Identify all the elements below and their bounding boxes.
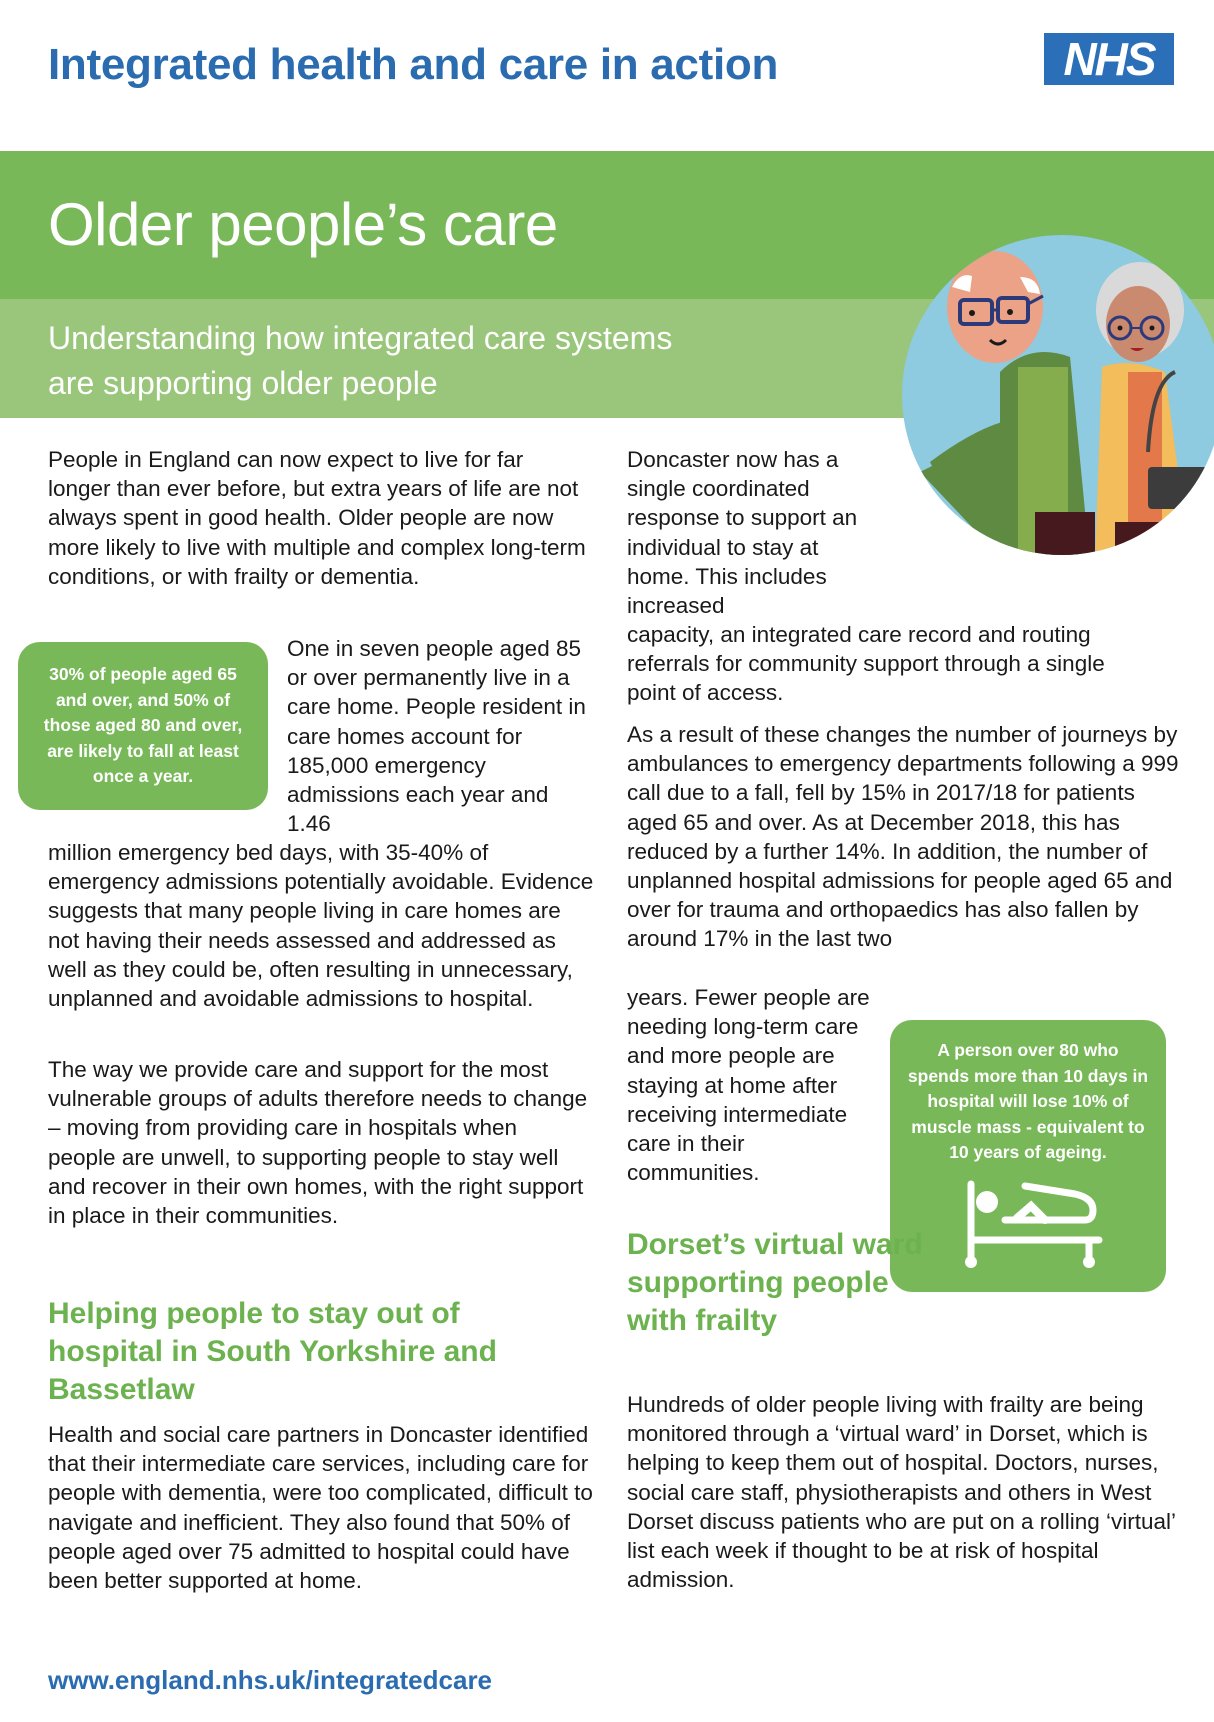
south-yorkshire-paragraph: Health and social care partners in Doncaster identified that their intermediate care services, including care for people with dementia, were too complicated, difficult to navigate and inefficient. They also found that 50% of people aged over 75 admitted to hospital could have been better supported at home.	[48, 1422, 593, 1594]
results-paragraph-wide: As a result of these changes the number of journeys by ambulances to emergency departments following a 999 call due to a fall, fell by 15% in 2017/18 for patients aged 65 and over. As at December 2018, this has reduced by a further 14%. In addition, the number of unplanned hospital admissions for people aged 65 and over for trauma and orthopaedics has also fallen by around 17% in the last two	[627, 722, 1179, 952]
integrated-care-link[interactable]: www.england.nhs.uk/integratedcare	[48, 1665, 493, 1695]
hospital-stay-statistic-text: A person over 80 who spends more than 10 days in hospital will lose 10% of muscle mass - equivalent to 10 years of ageing.	[907, 1040, 1149, 1162]
hospital-bed-icon	[965, 1180, 1105, 1270]
care-home-paragraph-continued: million emergency bed days, with 35-40% of emergency admissions potentially avoidable. Evidence suggests that many people living in care homes are not having their needs assessed and addressed as well as they could be, often resulting in unnecessary, unplanned and avoidable admissions to hospital.	[48, 840, 594, 1012]
hero-subtitle	[48, 316, 848, 406]
doncaster-paragraph-wide: capacity, an integrated care record and routing referrals for community support through a single point of access.	[627, 622, 1105, 706]
results-paragraph-narrow: years. Fewer people are needing long-term care and more people are staying at home after receiving intermediate care in their communities.	[627, 985, 870, 1186]
hero-title: Older people’s care	[48, 191, 558, 258]
intro-paragraph: People in England can now expect to live for far longer than ever before, but extra years of life are not always spent in good health. Older people are now more likely to live with multiple and complex long-term conditions, or with frailty or dementia.	[48, 447, 586, 589]
change-paragraph: The way we provide care and support for the most vulnerable groups of adults therefore needs to change – moving from providing care in hospitals when people are unwell, to supporting people to stay well and recover in their own homes, with the right support in place in their communities.	[48, 1057, 588, 1229]
older-couple-illustration-icon	[890, 232, 1214, 562]
dorset-heading: Dorset’s virtual ward supporting people with frailty	[627, 1228, 923, 1337]
hero-subtitle-line-2: are supporting older people	[48, 365, 438, 401]
care-home-paragraph-wrapped: One in seven people aged 85 or over permanently live in a care home. People resident in care homes account for 185,000 emergency admissions each year and 1.46	[287, 636, 586, 837]
hero-subtitle-line-1: Understanding how integrated care systems	[48, 320, 673, 356]
dorset-paragraph: Hundreds of older people living with frailty are being monitored through a ‘virtual ward’ in Dorset, which is helping to keep them out of hospital. Doctors, nurses, social care staff, physiotherapists and others in West Dorset discuss patients who are put on a rolling ‘virtual’ list each week if thought to be at risk of hospital admission.	[627, 1392, 1176, 1593]
document-title: Integrated health and care in action	[48, 40, 779, 89]
fall-statistic-text: 30% of people aged 65 and over, and 50% of those aged 80 and over, are likely to fall at least once a year.	[43, 664, 243, 786]
nhs-logo: NHS	[1044, 33, 1174, 85]
south-yorkshire-heading: Helping people to stay out of hospital in South Yorkshire and Bassetlaw	[48, 1297, 497, 1406]
doncaster-paragraph-narrow: Doncaster now has a single coordinated response to support an individual to stay at home. This includes increased	[627, 447, 858, 619]
fall-statistic-callout	[18, 642, 268, 810]
